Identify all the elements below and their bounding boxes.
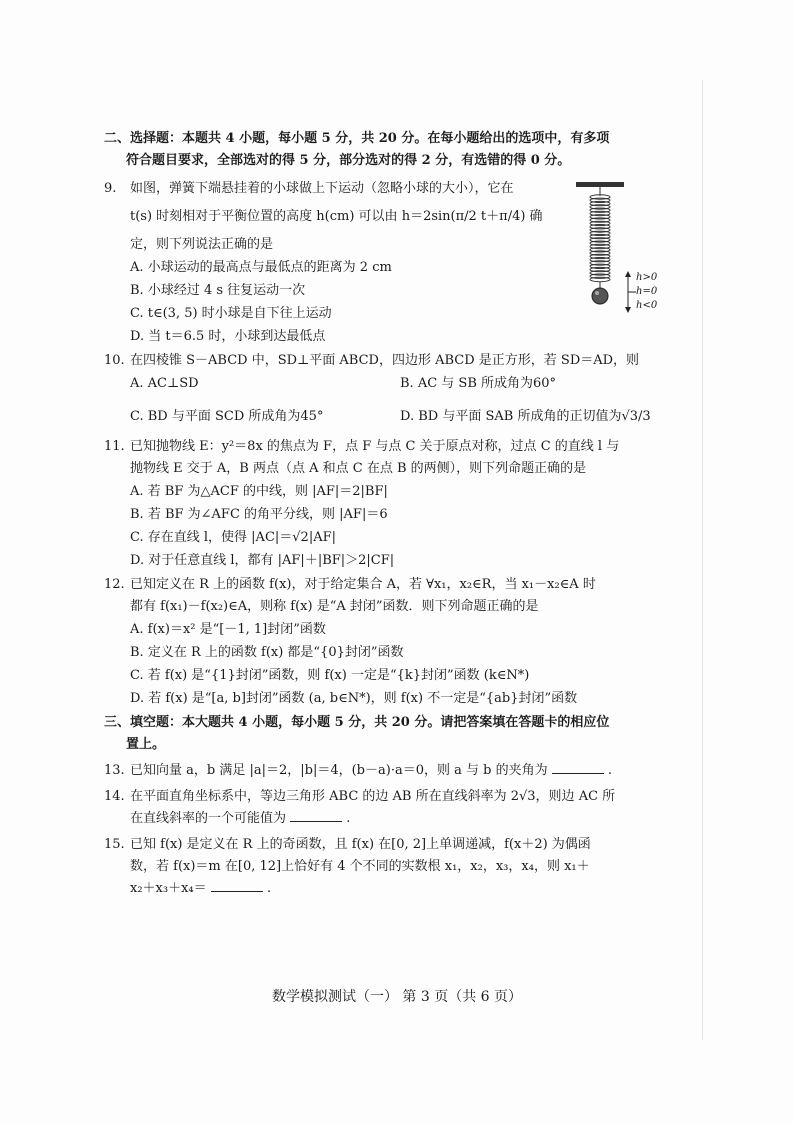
question-13-stem: 已知向量 a，b 满足 |a|＝2，|b|＝4，(b－a)·a＝0，则 a 与 b 的夹角为: [130, 763, 548, 778]
question-12-number: 12.: [104, 577, 125, 592]
question-12-option-c: C. 若 f(x) 是“{1}封闭”函数，则 f(x) 一定是“{k}封闭”函数 (k∈N*): [130, 668, 530, 683]
question-10-option-a: A. AC⊥SD: [130, 376, 199, 391]
question-10-row2: [130, 405, 664, 428]
question-10-option-c: C. BD 与平面 SCD 所成角为45°: [130, 409, 324, 424]
question-9-number: 9.: [104, 181, 117, 196]
label-h-positive: h>0: [636, 272, 658, 283]
question-15-stem-line1: 已知 f(x) 是定义在 R 上的奇函数，且 f(x) 在[0, 2]上单调递减，f(x＋2) 为偶函: [130, 837, 591, 852]
question-13-end: .: [607, 763, 612, 778]
question-11-option-c: C. 存在直线 l，使得 |AC|＝√2|AF|: [130, 530, 336, 545]
question-11-option-a: A. 若 BF 为△ACF 的中线，则 |AF|＝2|BF|: [130, 484, 388, 499]
question-11-option-d: D. 对于任意直线 l，都有 |AF|＋|BF|＞2|CF|: [130, 553, 395, 568]
question-11-stem-line1: 已知抛物线 E：y²＝8x 的焦点为 F，点 F 与点 C 关于原点对称，过点 C 的直线 l 与: [130, 439, 620, 454]
question-12-option-b: B. 定义在 R 上的函数 f(x) 都是“{0}封闭”函数: [130, 645, 404, 660]
question-15-stem-line2: 数，若 f(x)＝m 在[0, 12]上恰好有 4 个不同的实数根 x₁，x₂，x₃，x₄，则 x₁＋: [130, 859, 590, 874]
label-h-zero: h=0: [636, 286, 658, 297]
question-13-line: [130, 760, 664, 782]
question-15: [104, 834, 664, 900]
question-10-option-d: D. BD 与平面 SAB 所成角的正切值为√3/3: [400, 409, 651, 424]
ball-icon: [592, 288, 608, 304]
question-12-stem-line2: 都有 f(x₁)－f(x₂)∈A，则称 f(x) 是“A 封闭”函数．则下列命题正确的是: [130, 599, 539, 614]
question-9-option-a: A. 小球运动的最高点与最低点的距离为 2 cm: [130, 260, 392, 275]
question-10-row1: [130, 372, 664, 395]
question-11-option-b: B. 若 BF 为∠AFC 的角平分线，则 |AF|＝6: [130, 507, 388, 522]
section3-line1: 三、填空题：本大题共 4 小题，每小题 5 分，共 20 分。请把答案填在答题卡的相应位: [104, 715, 610, 730]
page-edge-line: [702, 80, 703, 1040]
question-9-stem-line1: 如图，弹簧下端悬挂着的小球做上下运动（忽略小球的大小），它在: [130, 181, 514, 196]
label-h-negative: h<0: [636, 300, 658, 311]
question-14-answer-blank: [290, 809, 342, 822]
question-14-stem-line2: 在直线斜率的一个可能值为: [130, 811, 287, 826]
question-10: [104, 350, 664, 428]
question-9-option-b: B. 小球经过 4 s 往复运动一次: [130, 283, 306, 298]
question-15-end: .: [266, 881, 272, 896]
question-12: [104, 574, 664, 710]
page-footer: 数学模拟测试（一） 第 3 页（共 6 页）: [271, 989, 523, 1005]
question-10-option-b: B. AC 与 SB 所成角为60°: [400, 376, 557, 391]
question-15-line3: [130, 878, 664, 900]
section3-heading: [104, 712, 664, 756]
question-14: [104, 786, 664, 830]
question-13-answer-blank: [552, 761, 604, 774]
question-15-answer-blank: [211, 879, 263, 892]
question-9-stem-line2: t(s) 时刻相对于平衡位置的高度 h(cm) 可以由 h＝2sin(π/2 t＋π/4) 确: [130, 209, 543, 224]
section2-line1: 二、选择题：本题共 4 小题，每小题 5 分，共 20 分。在每小题给出的选项中，有多项: [104, 131, 610, 146]
question-13: [104, 760, 664, 782]
section2-line2: 符合题目要求，全部选对的得 5 分，部分选对的得 2 分，有选错的得 0 分。: [126, 153, 571, 168]
question-14-line2: [130, 808, 664, 830]
question-9-stem-line3: 定，则下列说法正确的是: [130, 237, 274, 252]
question-10-number: 10.: [104, 353, 125, 368]
question-14-stem-line1: 在平面直角坐标系中，等边三角形 ABC 的边 AB 所在直线斜率为 2√3，则边 AC 所: [130, 789, 616, 804]
question-14-number: 14.: [104, 789, 125, 804]
spring-figure: [566, 182, 676, 327]
question-9-option-d: D. 当 t＝6.5 时，小球到达最低点: [130, 329, 326, 344]
question-11-number: 11.: [104, 439, 125, 454]
spring-diagram: [566, 182, 676, 327]
question-15-stem-line3: x₂＋x₃＋x₄＝: [130, 881, 207, 896]
question-12-option-d: D. 若 f(x) 是“[a, b]封闭”函数 (a, b∈N*)，则 f(x) 不一定是“{ab}封闭”函数: [130, 691, 578, 706]
question-15-number: 15.: [104, 837, 125, 852]
question-9-option-c: C. t∈(3, 5) 时小球是自下往上运动: [130, 306, 332, 321]
question-12-option-a: A. f(x)＝x² 是“[－1, 1]封闭”函数: [130, 622, 326, 637]
question-14-end: .: [346, 811, 351, 826]
question-13-number: 13.: [104, 763, 125, 778]
section2-heading: [104, 128, 664, 172]
question-11: [104, 436, 664, 572]
question-11-stem-line2: 抛物线 E 交于 A，B 两点（点 A 和点 C 在点 B 的两侧），则下列命题正确的是: [130, 461, 587, 476]
question-12-stem-line1: 已知定义在 R 上的函数 f(x)，对于给定集合 A，若 ∀x₁，x₂∈R，当 x₁－x₂∈A 时: [130, 577, 596, 592]
section3-line2: 置上。: [126, 737, 166, 752]
question-10-stem: 在四棱锥 S－ABCD 中，SD⊥平面 ABCD，四边形 ABCD 是正方形，若 SD＝AD，则: [130, 353, 640, 368]
